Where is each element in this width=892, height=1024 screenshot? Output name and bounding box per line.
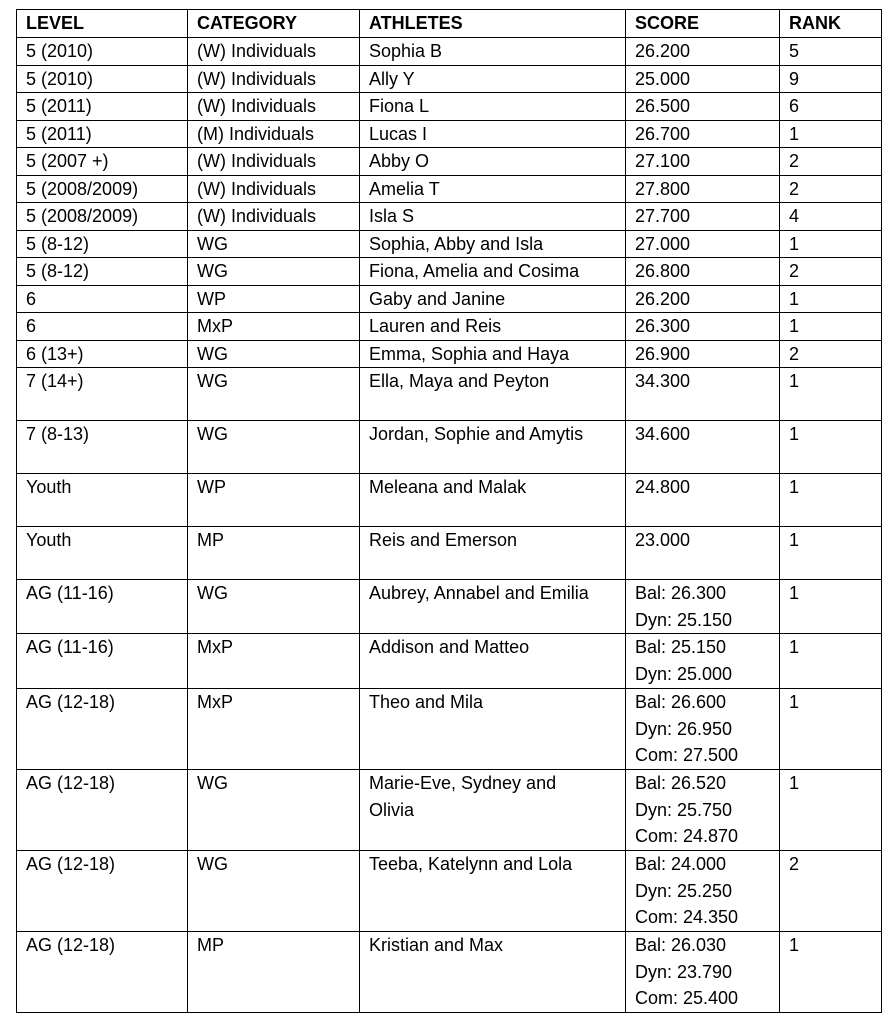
- cell-category: MxP: [188, 689, 360, 770]
- cell-category: (W) Individuals: [188, 65, 360, 93]
- table-row: [17, 851, 882, 932]
- score-line: Dyn: 25.000: [635, 663, 733, 684]
- cell-level: 5 (2011): [17, 93, 188, 121]
- cell-category: MP: [188, 932, 360, 1013]
- cell-rank: 6: [780, 93, 882, 121]
- cell-level: AG (12-18): [17, 851, 188, 932]
- cell-category: WG: [188, 421, 360, 474]
- cell-athletes: Emma, Sophia and Haya: [360, 340, 626, 368]
- score-line: Dyn: 25.250: [635, 880, 733, 901]
- cell-level: 6: [17, 313, 188, 341]
- cell-level: AG (12-18): [17, 932, 188, 1013]
- cell-athletes: Fiona, Amelia and Cosima: [360, 258, 626, 286]
- table-row: [17, 580, 882, 634]
- table-row: [17, 368, 882, 421]
- header-score: SCORE: [626, 10, 780, 38]
- score-line: 27.000: [635, 233, 691, 254]
- table-row: [17, 421, 882, 474]
- cell-category: (W) Individuals: [188, 148, 360, 176]
- score-line: Bal: 26.030: [635, 935, 727, 955]
- score-line: 27.100: [635, 151, 691, 171]
- cell-category: MxP: [188, 313, 360, 341]
- cell-score: [626, 65, 780, 93]
- cell-athletes: Gaby and Janine: [360, 285, 626, 313]
- header-row: [17, 10, 882, 38]
- cell-rank: 1: [780, 230, 882, 258]
- score-line: Dyn: 23.790: [635, 961, 733, 982]
- cell-athletes: Fiona L: [360, 93, 626, 121]
- cell-score: [626, 258, 780, 286]
- cell-score: [626, 285, 780, 313]
- cell-rank: 2: [780, 175, 882, 203]
- cell-rank: 1: [780, 120, 882, 148]
- score-line: Com: 24.870: [635, 826, 739, 846]
- cell-rank: 1: [780, 313, 882, 341]
- table-row: [17, 65, 882, 93]
- cell-score: [626, 527, 780, 580]
- score-line: Dyn: 25.150: [635, 609, 733, 630]
- header-athletes: ATHLETES: [360, 10, 626, 38]
- table-row: [17, 932, 882, 1013]
- cell-level: AG (12-18): [17, 689, 188, 770]
- cell-level: Youth: [17, 527, 188, 580]
- cell-category: (W) Individuals: [188, 175, 360, 203]
- cell-score: [626, 474, 780, 527]
- cell-category: WG: [188, 770, 360, 851]
- cell-rank: 1: [780, 421, 882, 474]
- cell-athletes: Teeba, Katelynn and Lola: [360, 851, 626, 932]
- cell-category: WG: [188, 340, 360, 368]
- cell-score: [626, 120, 780, 148]
- cell-athletes: Aubrey, Annabel and Emilia: [360, 580, 626, 634]
- cell-rank: 1: [780, 580, 882, 634]
- score-line: 26.300: [635, 316, 691, 336]
- score-line: Bal: 26.600: [635, 692, 727, 712]
- table-row: [17, 285, 882, 313]
- cell-score: [626, 313, 780, 341]
- cell-score: [626, 634, 780, 689]
- cell-athletes: Addison and Matteo: [360, 634, 626, 689]
- cell-score: [626, 203, 780, 231]
- table-row: [17, 230, 882, 258]
- cell-rank: 1: [780, 689, 882, 770]
- results-table: [16, 9, 882, 1013]
- score-line: Dyn: 26.950: [635, 718, 733, 739]
- score-line: 24.800: [635, 477, 691, 497]
- cell-level: 7 (8-13): [17, 421, 188, 474]
- score-line: Com: 24.350: [635, 907, 739, 927]
- cell-athletes: Ella, Maya and Peyton: [360, 368, 626, 421]
- cell-rank: 5: [780, 38, 882, 66]
- score-line: Com: 25.400: [635, 988, 739, 1008]
- cell-athletes: Sophia B: [360, 38, 626, 66]
- cell-athletes: Isla S: [360, 203, 626, 231]
- cell-rank: 1: [780, 634, 882, 689]
- score-line: 27.800: [635, 178, 691, 199]
- cell-athletes: Amelia T: [360, 175, 626, 203]
- cell-score: [626, 148, 780, 176]
- table-row: [17, 340, 882, 368]
- cell-score: [626, 368, 780, 421]
- cell-score: [626, 93, 780, 121]
- cell-level: AG (11-16): [17, 580, 188, 634]
- cell-athletes: Theo and Mila: [360, 689, 626, 770]
- cell-category: MxP: [188, 634, 360, 689]
- score-line: Bal: 26.520: [635, 773, 727, 793]
- cell-category: WG: [188, 580, 360, 634]
- score-line: 25.000: [635, 68, 691, 89]
- score-line: Bal: 24.000: [635, 854, 727, 874]
- cell-score: [626, 340, 780, 368]
- cell-category: (W) Individuals: [188, 203, 360, 231]
- score-line: 26.800: [635, 261, 691, 281]
- cell-score: [626, 932, 780, 1013]
- score-line: Bal: 26.300: [635, 583, 727, 603]
- cell-level: 5 (8-12): [17, 258, 188, 286]
- score-line: 34.600: [635, 424, 691, 444]
- cell-athletes: Abby O: [360, 148, 626, 176]
- cell-category: WG: [188, 368, 360, 421]
- cell-score: [626, 38, 780, 66]
- cell-rank: 9: [780, 65, 882, 93]
- cell-level: AG (11-16): [17, 634, 188, 689]
- table-row: [17, 527, 882, 580]
- cell-athletes: Jordan, Sophie and Amytis: [360, 421, 626, 474]
- cell-category: WG: [188, 230, 360, 258]
- cell-score: [626, 580, 780, 634]
- header-rank: RANK: [780, 10, 882, 38]
- cell-category: WP: [188, 474, 360, 527]
- cell-category: (M) Individuals: [188, 120, 360, 148]
- cell-level: AG (12-18): [17, 770, 188, 851]
- cell-rank: 4: [780, 203, 882, 231]
- results-table-container: [16, 9, 882, 1013]
- cell-rank: 2: [780, 851, 882, 932]
- cell-athletes: Marie-Eve, Sydney and Olivia: [360, 770, 626, 851]
- cell-rank: 2: [780, 258, 882, 286]
- cell-rank: 1: [780, 285, 882, 313]
- table-row: [17, 148, 882, 176]
- score-line: 34.300: [635, 371, 691, 391]
- cell-rank: 2: [780, 340, 882, 368]
- cell-rank: 1: [780, 770, 882, 851]
- table-row: [17, 770, 882, 851]
- score-line: 26.700: [635, 123, 691, 144]
- results-body: [17, 38, 882, 1013]
- cell-rank: 1: [780, 368, 882, 421]
- score-line: Bal: 25.150: [635, 637, 727, 657]
- cell-athletes: Meleana and Malak: [360, 474, 626, 527]
- cell-athletes: Reis and Emerson: [360, 527, 626, 580]
- cell-level: 5 (2010): [17, 38, 188, 66]
- cell-score: [626, 230, 780, 258]
- cell-level: 5 (2010): [17, 65, 188, 93]
- table-row: [17, 258, 882, 286]
- cell-score: [626, 421, 780, 474]
- table-row: [17, 203, 882, 231]
- cell-category: WP: [188, 285, 360, 313]
- cell-level: 5 (2007 +): [17, 148, 188, 176]
- table-row: [17, 38, 882, 66]
- table-row: [17, 175, 882, 203]
- cell-category: WG: [188, 258, 360, 286]
- table-row: [17, 689, 882, 770]
- score-line: 26.900: [635, 343, 691, 364]
- cell-category: MP: [188, 527, 360, 580]
- cell-athletes: Sophia, Abby and Isla: [360, 230, 626, 258]
- cell-category: (W) Individuals: [188, 38, 360, 66]
- table-row: [17, 93, 882, 121]
- score-line: 26.500: [635, 96, 691, 116]
- cell-level: Youth: [17, 474, 188, 527]
- cell-athletes: Ally Y: [360, 65, 626, 93]
- cell-level: 5 (2008/2009): [17, 175, 188, 203]
- cell-athletes: Lucas I: [360, 120, 626, 148]
- header-category: CATEGORY: [188, 10, 360, 38]
- cell-rank: 1: [780, 527, 882, 580]
- cell-rank: 1: [780, 474, 882, 527]
- cell-rank: 1: [780, 932, 882, 1013]
- score-line: 23.000: [635, 530, 691, 550]
- cell-rank: 2: [780, 148, 882, 176]
- cell-score: [626, 851, 780, 932]
- cell-athletes: Kristian and Max: [360, 932, 626, 1013]
- cell-level: 5 (8-12): [17, 230, 188, 258]
- cell-level: 7 (14+): [17, 368, 188, 421]
- cell-level: 5 (2011): [17, 120, 188, 148]
- cell-score: [626, 175, 780, 203]
- cell-score: [626, 770, 780, 851]
- cell-category: (W) Individuals: [188, 93, 360, 121]
- score-line: Dyn: 25.750: [635, 799, 733, 820]
- score-line: 26.200: [635, 41, 691, 61]
- table-row: [17, 474, 882, 527]
- table-row: [17, 634, 882, 689]
- table-row: [17, 120, 882, 148]
- score-line: 27.700: [635, 206, 691, 226]
- cell-level: 6: [17, 285, 188, 313]
- score-line: Com: 27.500: [635, 745, 739, 765]
- cell-category: WG: [188, 851, 360, 932]
- cell-athletes: Lauren and Reis: [360, 313, 626, 341]
- header-level: LEVEL: [17, 10, 188, 38]
- score-line: 26.200: [635, 288, 691, 309]
- cell-score: [626, 689, 780, 770]
- cell-level: 5 (2008/2009): [17, 203, 188, 231]
- cell-level: 6 (13+): [17, 340, 188, 368]
- table-row: [17, 313, 882, 341]
